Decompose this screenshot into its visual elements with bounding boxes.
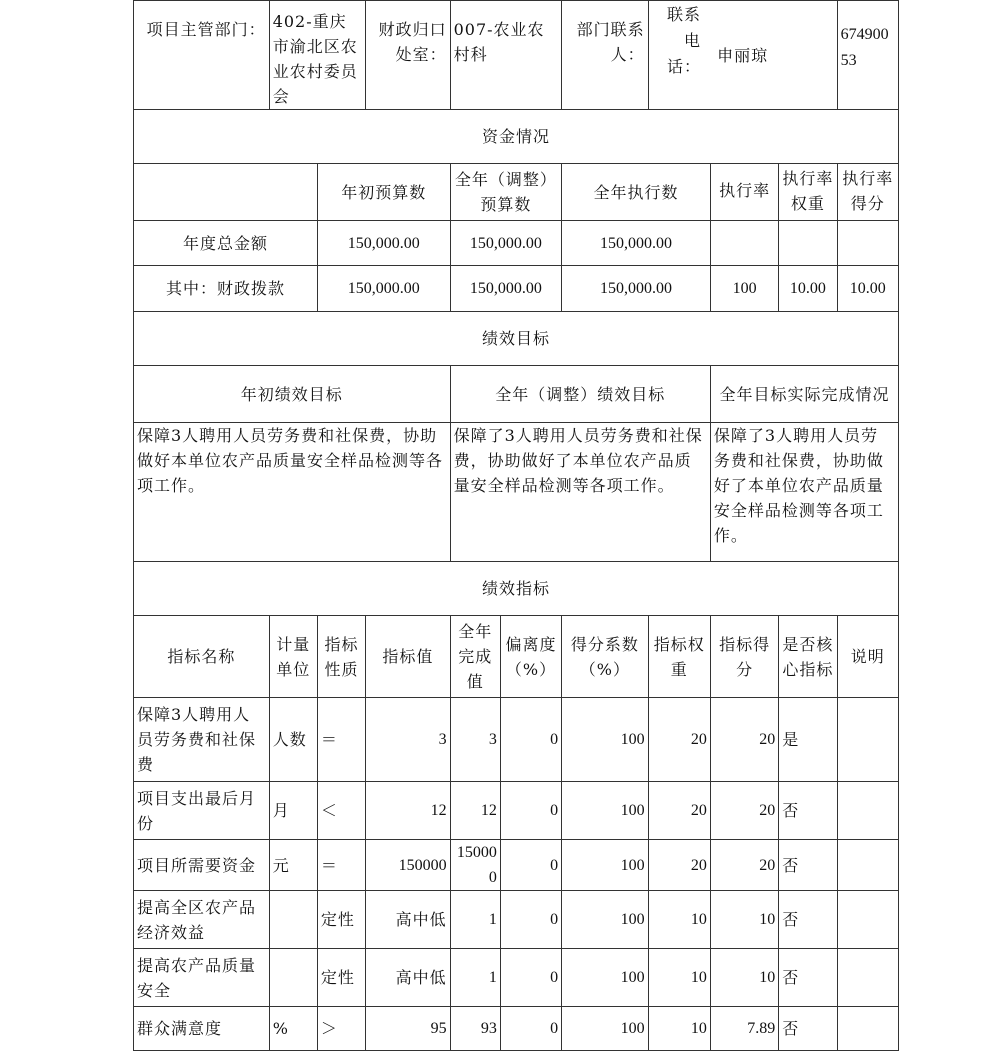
ind-coef: 100 bbox=[562, 891, 648, 949]
funds-header-executed: 全年执行数 bbox=[562, 164, 711, 221]
indicators-header-row bbox=[134, 616, 899, 698]
ind-note bbox=[837, 1007, 898, 1051]
funds-row-adjusted: 150,000.00 bbox=[450, 266, 562, 312]
table-row bbox=[134, 949, 899, 1007]
goals-header-adjusted: 全年（调整）绩效目标 bbox=[450, 366, 710, 423]
dept-value: 402-重庆市渝北区农业农村委员会 bbox=[269, 1, 365, 110]
funds-row-adjusted: 150,000.00 bbox=[450, 221, 562, 266]
ind-unit: 人数 bbox=[269, 698, 317, 782]
goals-section-title: 绩效目标 bbox=[134, 312, 899, 366]
funds-section-title: 资金情况 bbox=[134, 110, 899, 164]
funds-row bbox=[134, 266, 899, 312]
ind-actual: 1 bbox=[450, 891, 500, 949]
ind-header-target: 指标值 bbox=[366, 616, 450, 698]
ind-core: 是 bbox=[779, 698, 837, 782]
ind-nature: ＝ bbox=[317, 840, 365, 891]
funds-header-rate: 执行率 bbox=[710, 164, 778, 221]
ind-core: 否 bbox=[779, 949, 837, 1007]
ind-actual: 1 bbox=[450, 949, 500, 1007]
ind-unit: 元 bbox=[269, 840, 317, 891]
ind-coef: 100 bbox=[562, 1007, 648, 1051]
funds-header-score: 执行率得分 bbox=[837, 164, 898, 221]
ind-deviation: 0 bbox=[500, 1007, 561, 1051]
ind-target: 150000 bbox=[366, 840, 450, 891]
ind-target: 3 bbox=[366, 698, 450, 782]
funds-row-executed: 150,000.00 bbox=[562, 221, 711, 266]
ind-score: 10 bbox=[710, 949, 778, 1007]
header-row bbox=[134, 1, 899, 110]
ind-header-score: 指标得分 bbox=[710, 616, 778, 698]
ind-actual: 12 bbox=[450, 782, 500, 840]
ind-name: 保障3人聘用人员劳务费和社保费 bbox=[134, 698, 270, 782]
funds-header-weight: 执行率权重 bbox=[779, 164, 837, 221]
ind-target: 95 bbox=[366, 1007, 450, 1051]
ind-weight: 20 bbox=[648, 782, 710, 840]
ind-header-weight: 指标权重 bbox=[648, 616, 710, 698]
funds-header-row bbox=[134, 164, 899, 221]
phone-label-text: 联系电话： bbox=[666, 5, 701, 76]
funds-row-rate bbox=[710, 221, 778, 266]
ind-coef: 100 bbox=[562, 698, 648, 782]
ind-weight: 20 bbox=[648, 698, 710, 782]
ind-unit: % bbox=[269, 1007, 317, 1051]
goals-header-initial: 年初绩效目标 bbox=[134, 366, 451, 423]
ind-note bbox=[837, 840, 898, 891]
ind-name: 项目所需要资金 bbox=[134, 840, 270, 891]
ind-target: 高中低 bbox=[366, 891, 450, 949]
finance-label: 财政归口处室： bbox=[366, 1, 450, 110]
ind-name: 提高全区农产品经济效益 bbox=[134, 891, 270, 949]
ind-header-core: 是否核心指标 bbox=[779, 616, 837, 698]
funds-row-label: 其中：财政拨款 bbox=[134, 266, 318, 312]
ind-note bbox=[837, 782, 898, 840]
ind-name: 项目支出最后月份 bbox=[134, 782, 270, 840]
ind-header-note: 说明 bbox=[837, 616, 898, 698]
ind-coef: 100 bbox=[562, 782, 648, 840]
funds-row-score: 10.00 bbox=[837, 266, 898, 312]
ind-header-actual: 全年完成值 bbox=[450, 616, 500, 698]
ind-nature: 定性 bbox=[317, 949, 365, 1007]
performance-table bbox=[133, 0, 899, 1051]
funds-row-label: 年度总金额 bbox=[134, 221, 318, 266]
goal-actual-text: 保障了3人聘用人员劳务费和社保费，协助做好了本单位农产品质量安全样品检测等各项工作。 bbox=[710, 423, 898, 562]
funds-row-budget: 150,000.00 bbox=[317, 221, 450, 266]
funds-row-executed: 150,000.00 bbox=[562, 266, 711, 312]
ind-nature: ＞ bbox=[317, 1007, 365, 1051]
funds-row-score bbox=[837, 221, 898, 266]
ind-unit: 月 bbox=[269, 782, 317, 840]
ind-core: 否 bbox=[779, 840, 837, 891]
ind-note bbox=[837, 698, 898, 782]
ind-coef: 100 bbox=[562, 949, 648, 1007]
contact-value: 申丽琼 bbox=[648, 1, 837, 110]
ind-score: 10 bbox=[710, 891, 778, 949]
table-row bbox=[134, 840, 899, 891]
ind-header-nature: 指标性质 bbox=[317, 616, 365, 698]
ind-header-name: 指标名称 bbox=[134, 616, 270, 698]
ind-note bbox=[837, 891, 898, 949]
funds-row bbox=[134, 221, 899, 266]
table-row bbox=[134, 698, 899, 782]
ind-core: 否 bbox=[779, 1007, 837, 1051]
ind-weight: 10 bbox=[648, 891, 710, 949]
finance-value: 007-农业农村科 bbox=[450, 1, 562, 110]
ind-name: 提高农产品质量安全 bbox=[134, 949, 270, 1007]
ind-target: 12 bbox=[366, 782, 450, 840]
ind-actual: 3 bbox=[450, 698, 500, 782]
ind-header-unit: 计量单位 bbox=[269, 616, 317, 698]
ind-deviation: 0 bbox=[500, 698, 561, 782]
ind-unit bbox=[269, 891, 317, 949]
ind-note bbox=[837, 949, 898, 1007]
ind-header-coef: 得分系数（%） bbox=[562, 616, 648, 698]
goals-header-row bbox=[134, 366, 899, 423]
ind-header-deviation: 偏离度（%） bbox=[500, 616, 561, 698]
indicators-section-title: 绩效指标 bbox=[134, 562, 899, 616]
ind-nature: 定性 bbox=[317, 891, 365, 949]
contact-label: 部门联系人： bbox=[562, 1, 648, 110]
phone-cell bbox=[837, 1, 898, 110]
table-row bbox=[134, 1007, 899, 1051]
goal-initial-text: 保障3人聘用人员劳务费和社保费，协助做好本单位农产品质量安全样品检测等各项工作。 bbox=[134, 423, 451, 562]
goals-header-actual: 全年目标实际完成情况 bbox=[710, 366, 898, 423]
ind-core: 否 bbox=[779, 891, 837, 949]
ind-score: 20 bbox=[710, 782, 778, 840]
ind-weight: 10 bbox=[648, 949, 710, 1007]
table-row bbox=[134, 782, 899, 840]
ind-nature: ＜ bbox=[317, 782, 365, 840]
funds-row-rate: 100 bbox=[710, 266, 778, 312]
ind-score: 7.89 bbox=[710, 1007, 778, 1051]
ind-core: 否 bbox=[779, 782, 837, 840]
ind-target: 高中低 bbox=[366, 949, 450, 1007]
funds-row-budget: 150,000.00 bbox=[317, 266, 450, 312]
ind-score: 20 bbox=[710, 698, 778, 782]
ind-name: 群众满意度 bbox=[134, 1007, 270, 1051]
funds-row-weight bbox=[779, 221, 837, 266]
ind-actual: 150000 bbox=[450, 840, 500, 891]
ind-deviation: 0 bbox=[500, 891, 561, 949]
ind-deviation: 0 bbox=[500, 949, 561, 1007]
funds-header-adjusted: 全年（调整）预算数 bbox=[450, 164, 562, 221]
ind-weight: 10 bbox=[648, 1007, 710, 1051]
ind-weight: 20 bbox=[648, 840, 710, 891]
funds-row-weight: 10.00 bbox=[779, 266, 837, 312]
ind-actual: 93 bbox=[450, 1007, 500, 1051]
ind-deviation: 0 bbox=[500, 782, 561, 840]
ind-deviation: 0 bbox=[500, 840, 561, 891]
ind-score: 20 bbox=[710, 840, 778, 891]
table-row bbox=[134, 891, 899, 949]
goals-content-row bbox=[134, 423, 899, 562]
ind-coef: 100 bbox=[562, 840, 648, 891]
ind-nature: ＝ bbox=[317, 698, 365, 782]
ind-unit bbox=[269, 949, 317, 1007]
phone-value: 67490053 bbox=[840, 26, 889, 69]
dept-label: 项目主管部门： bbox=[134, 1, 270, 110]
funds-header-budget: 年初预算数 bbox=[317, 164, 450, 221]
goal-adjusted-text: 保障了3人聘用人员劳务费和社保费，协助做好了本单位农产品质量安全样品检测等各项工作。 bbox=[450, 423, 710, 562]
